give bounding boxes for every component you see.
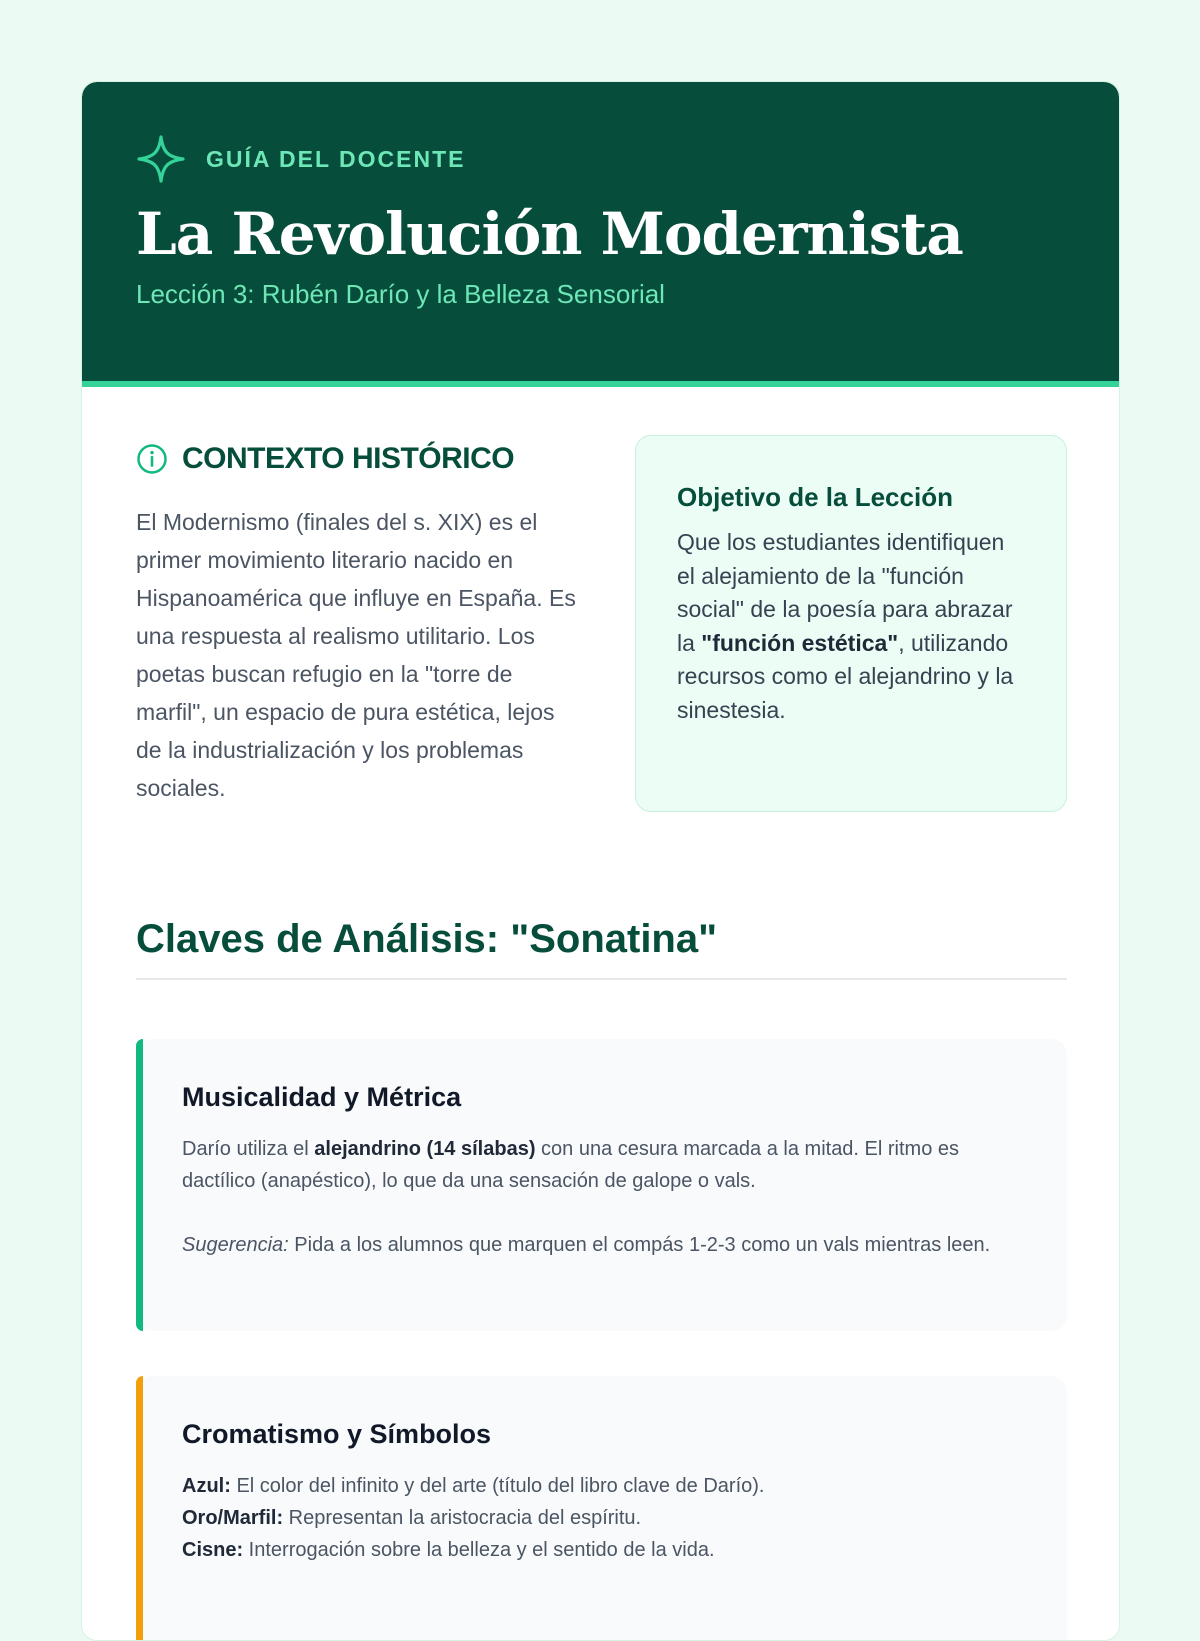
- context-heading: [136, 439, 576, 479]
- symbol-term: Cisne:: [182, 1539, 244, 1561]
- page-subtitle: Lección 3: Rubén Darío y la Belleza Sensorial: [136, 279, 665, 309]
- symbol-item: [182, 1470, 1021, 1502]
- context-text: El Modernismo (finales del s. XIX) es el primer movimiento literario nacido en Hispanoamérica que influye en España. Es una respuesta al realismo utilitario. Los poetas buscan refugio en la "torre de marfil", un espacio de pura estética, lejos de la industrialización y los problemas sociales.: [136, 509, 576, 801]
- suggestion-text: Pida a los alumnos que marquen el compás 1-2-3 como un vals mientras leen.: [288, 1234, 991, 1256]
- symbol-desc: Representan la aristocracia del espíritu.: [283, 1507, 642, 1529]
- symbol-item: [182, 1502, 1021, 1534]
- context-section: [136, 439, 576, 807]
- symbol-desc: Interrogación sobre la belleza y el sentido de la vida.: [243, 1539, 715, 1561]
- objective-text: [677, 526, 1026, 727]
- card-text-part: con una cesura marcada a la mitad. El ritmo es dactílico (anapéstico), lo que da una sensación de galope o vals.: [182, 1138, 960, 1192]
- symbol-term: Oro/Marfil:: [182, 1507, 284, 1529]
- page-title: La Revolución Modernista: [136, 200, 963, 268]
- eyebrow: [136, 134, 1065, 184]
- objective-title: Objetivo de la Lección: [677, 482, 953, 512]
- card-text-bold: alejandrino (14 sílabas): [314, 1138, 536, 1160]
- card-suggestion: [182, 1229, 1021, 1261]
- header: [82, 82, 1119, 381]
- objective-text-start: Que los estudiantes identifiquen el alejamiento de la "función social" de la poesía para abrazar la: [677, 529, 1013, 656]
- card-title: Cromatismo y Símbolos: [182, 1419, 492, 1449]
- info-icon: [136, 443, 168, 475]
- card-text: [182, 1133, 1021, 1197]
- context-label: CONTEXTO HISTÓRICO: [182, 442, 515, 475]
- guide-page: [81, 81, 1120, 1641]
- objective-text-end: , utilizando recursos como el alejandrino y la sinestesia.: [677, 629, 1014, 723]
- analysis-card-chromatism: [136, 1376, 1067, 1641]
- sparkle-icon: [136, 134, 186, 184]
- symbol-desc: El color del infinito y del arte (título del libro clave de Darío).: [230, 1475, 765, 1497]
- symbol-term: Azul:: [182, 1475, 231, 1497]
- card-text-part: Darío utiliza el: [182, 1138, 315, 1160]
- objective-box: [635, 435, 1067, 812]
- analysis-card-musicality: [136, 1039, 1067, 1331]
- card-title: Musicalidad y Métrica: [182, 1082, 462, 1112]
- symbol-list: [182, 1470, 1021, 1566]
- symbol-item: [182, 1534, 1021, 1566]
- eyebrow-label: GUÍA DEL DOCENTE: [206, 145, 466, 172]
- objective-text-highlight: "función estética": [701, 629, 899, 656]
- analysis-title: Claves de Análisis: "Sonatina": [136, 914, 1067, 980]
- suggestion-label: Sugerencia:: [182, 1234, 289, 1256]
